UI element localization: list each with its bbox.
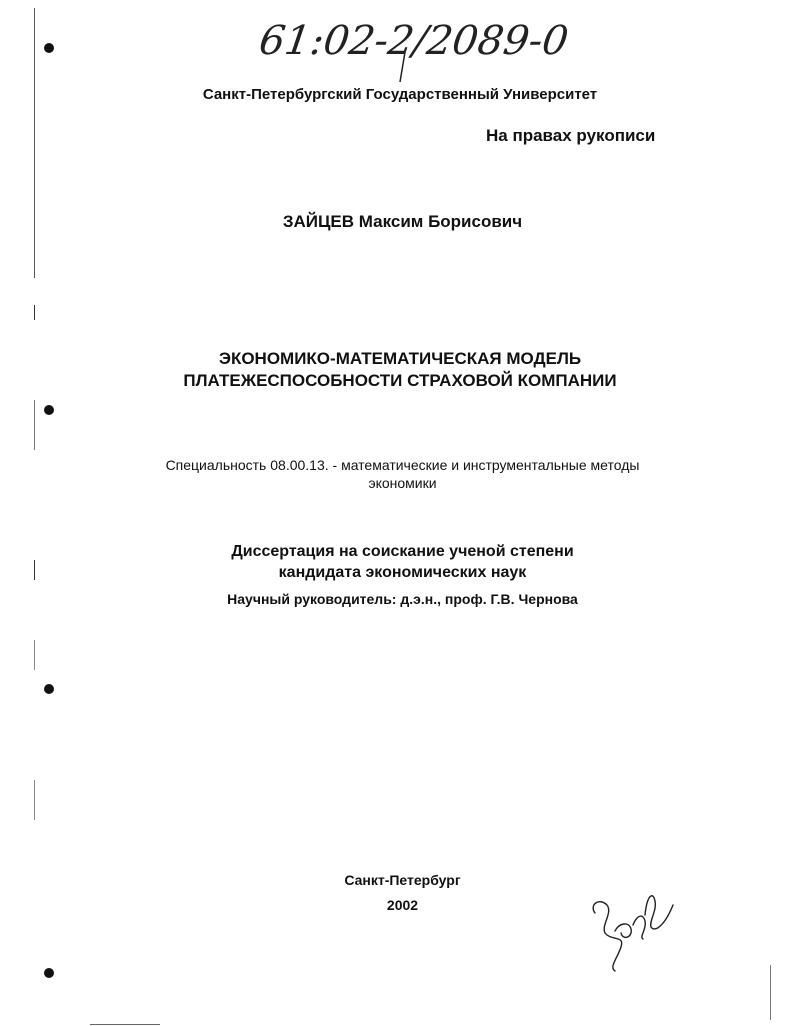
publication-year: 2002 xyxy=(386,897,419,913)
punch-hole xyxy=(44,968,54,978)
dissertation-title xyxy=(0,348,795,392)
scan-edge-line xyxy=(34,8,35,278)
archive-mark-text: 61:02-2/2089-0 xyxy=(256,18,572,64)
scan-edge-line xyxy=(34,640,35,670)
author-name: ЗАЙЦЕВ Максим Борисович xyxy=(282,212,523,231)
title-line-2: ПЛАТЕЖЕСПОСОБНОСТИ СТРАХОВОЙ КОМПАНИИ xyxy=(183,371,617,390)
scan-edge-line xyxy=(34,780,35,820)
specialty-statement xyxy=(0,456,795,492)
scan-edge-line xyxy=(90,1024,160,1025)
specialty-line-1: Специальность 08.00.13. - математические и инструментальные методы xyxy=(165,457,640,473)
punch-hole xyxy=(44,684,54,694)
punch-hole xyxy=(44,405,54,415)
manuscript-rights-label: На правах рукописи xyxy=(486,126,656,145)
punch-hole xyxy=(44,43,54,53)
degree-statement xyxy=(0,541,795,583)
scan-edge-line xyxy=(34,400,35,450)
handwritten-archive-mark xyxy=(255,2,585,82)
handwritten-signature xyxy=(585,885,680,975)
title-line-1: ЭКОНОМИКО-МАТЕМАТИЧЕСКАЯ МОДЕЛЬ xyxy=(218,349,582,368)
degree-line-2: кандидата экономических наук xyxy=(278,564,527,581)
scan-edge-line xyxy=(770,965,771,1020)
specialty-line-2: экономики xyxy=(368,475,437,491)
degree-line-1: Диссертация на соискание ученой степени xyxy=(231,543,574,560)
university-name: Санкт-Петербургский Государственный Университет xyxy=(202,86,598,103)
scientific-supervisor: Научный руководитель: д.э.н., проф. Г.В. Чернова xyxy=(227,591,578,607)
city-name: Санкт-Петербург xyxy=(344,872,461,888)
scan-edge-line xyxy=(34,305,35,320)
